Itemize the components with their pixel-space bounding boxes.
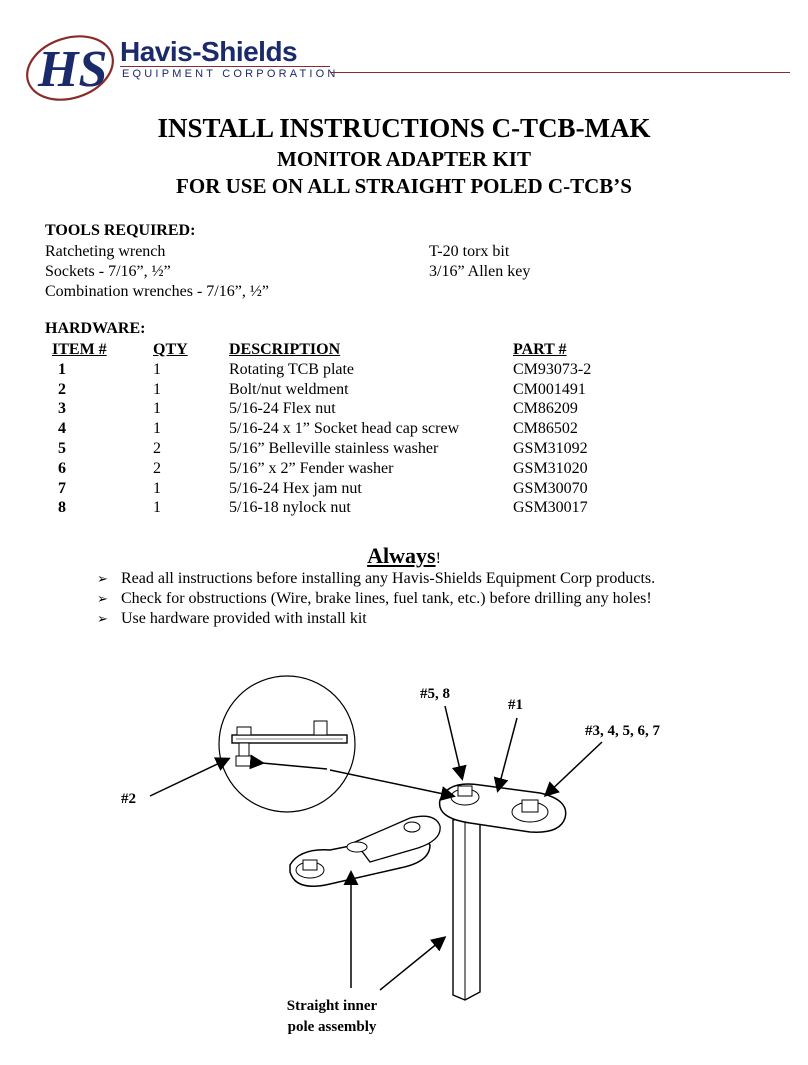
company-name: Havis-Shields [120,36,298,67]
item-part-number: GSM31092 [513,439,588,457]
item-number: 8 [58,499,66,517]
item-number: 1 [58,360,66,378]
tool-item: Combination wrenches - 7/16”, ½” [45,283,269,300]
item-description: 5/16-24 Flex nut [229,400,336,418]
tool-item: 3/16” Allen key [429,263,531,280]
item-number: 7 [58,479,66,497]
list-item [97,570,655,588]
callout-label: #5, 8 [420,686,450,702]
item-qty: 2 [153,459,161,477]
item-description: 5/16-24 Hex jam nut [229,479,362,497]
callout-label: #3, 4, 5, 6, 7 [585,723,660,739]
logo-monogram: HS [38,41,108,98]
page-subtitle-1: MONITOR ADAPTER KIT [277,147,531,171]
always-bang: ! [435,550,441,567]
callout-pole-line: Straight inner [286,998,378,1014]
table-header-row [52,340,633,360]
callout-pole-label [272,996,392,1038]
item-part-number: GSM31020 [513,459,588,477]
column-header-qty: QTY [153,341,188,358]
header-rule-top [120,66,330,67]
hardware-table [52,340,633,518]
item-part-number: CM86209 [513,400,578,418]
item-qty: 1 [153,400,161,418]
item-part-number: CM86502 [513,420,578,438]
bullet-text: Read all instructions before installing any Havis-Shields Equipment Corp products. [121,570,656,587]
item-description: 5/16” Belleville stainless washer [229,439,439,457]
arrow-bullet-icon: ➢ [97,572,108,587]
monitor-arm-plates [290,816,440,886]
item-description: Rotating TCB plate [229,360,355,378]
item-qty: 1 [153,479,161,497]
arrow-bullet-icon: ➢ [97,612,108,627]
table-row [52,498,633,518]
hardware-heading: HARDWARE: [45,320,146,337]
tool-item: Ratcheting wrench [45,243,166,260]
always-heading [0,543,808,569]
item-part-number: CM93073-2 [513,360,592,378]
column-header-part: PART # [513,341,567,358]
callout-label: #1 [508,697,523,713]
item-qty: 1 [153,499,161,517]
table-row [52,399,633,419]
item-part-number: GSM30070 [513,479,588,497]
column-header-description: DESCRIPTION [229,341,341,358]
callout-arrow [546,742,602,795]
item-description: 5/16-24 x 1” Socket head cap screw [229,420,460,438]
always-word: Always [367,543,436,568]
tool-item: Sockets - 7/16”, ½” [45,263,171,280]
callout-arrow [150,759,228,796]
item-number: 3 [58,400,66,418]
header-rule [330,72,790,73]
tools-heading: TOOLS REQUIRED: [45,222,196,239]
table-row [52,439,633,459]
callout-arrow [498,718,517,790]
detail-circle [219,676,355,812]
item-number: 4 [58,420,66,438]
table-row [52,380,633,400]
callout-arrow [330,770,453,796]
list-item [97,590,652,608]
callout-arrow [445,706,462,778]
item-part-number: CM001491 [513,380,586,398]
page-subtitle-2: FOR USE ON ALL STRAIGHT POLED C-TCB’S [176,174,632,198]
item-qty: 1 [153,420,161,438]
table-row [52,479,633,499]
item-qty: 1 [153,380,161,398]
tool-item: T-20 torx bit [429,243,510,260]
install-diagram [0,640,808,1065]
bullet-text: Check for obstructions (Wire, brake lines, fuel tank, etc.) before drilling any holes! [121,590,652,607]
item-qty: 1 [153,360,161,378]
item-description: 5/16-18 nylock nut [229,499,351,517]
callout-arrow [380,938,444,990]
item-number: 5 [58,439,66,457]
item-number: 6 [58,459,66,477]
inner-pole [453,815,480,1000]
table-row [52,459,633,479]
table-row [52,360,633,380]
callout-label: #2 [121,791,136,807]
table-row [52,419,633,439]
company-logo [24,28,116,114]
item-description: 5/16” x 2” Fender washer [229,459,394,477]
bullet-text: Use hardware provided with install kit [121,610,367,627]
callout-pole-line: pole assembly [287,1019,377,1035]
page-title: INSTALL INSTRUCTIONS C-TCB-MAK [157,113,651,143]
item-description: Bolt/nut weldment [229,380,349,398]
arrow-bullet-icon: ➢ [97,592,108,607]
item-qty: 2 [153,439,161,457]
list-item [97,610,367,628]
company-subtitle: EQUIPMENT CORPORATION [122,68,339,80]
column-header-item: ITEM # [52,341,107,358]
item-part-number: GSM30017 [513,499,588,517]
item-number: 2 [58,380,66,398]
